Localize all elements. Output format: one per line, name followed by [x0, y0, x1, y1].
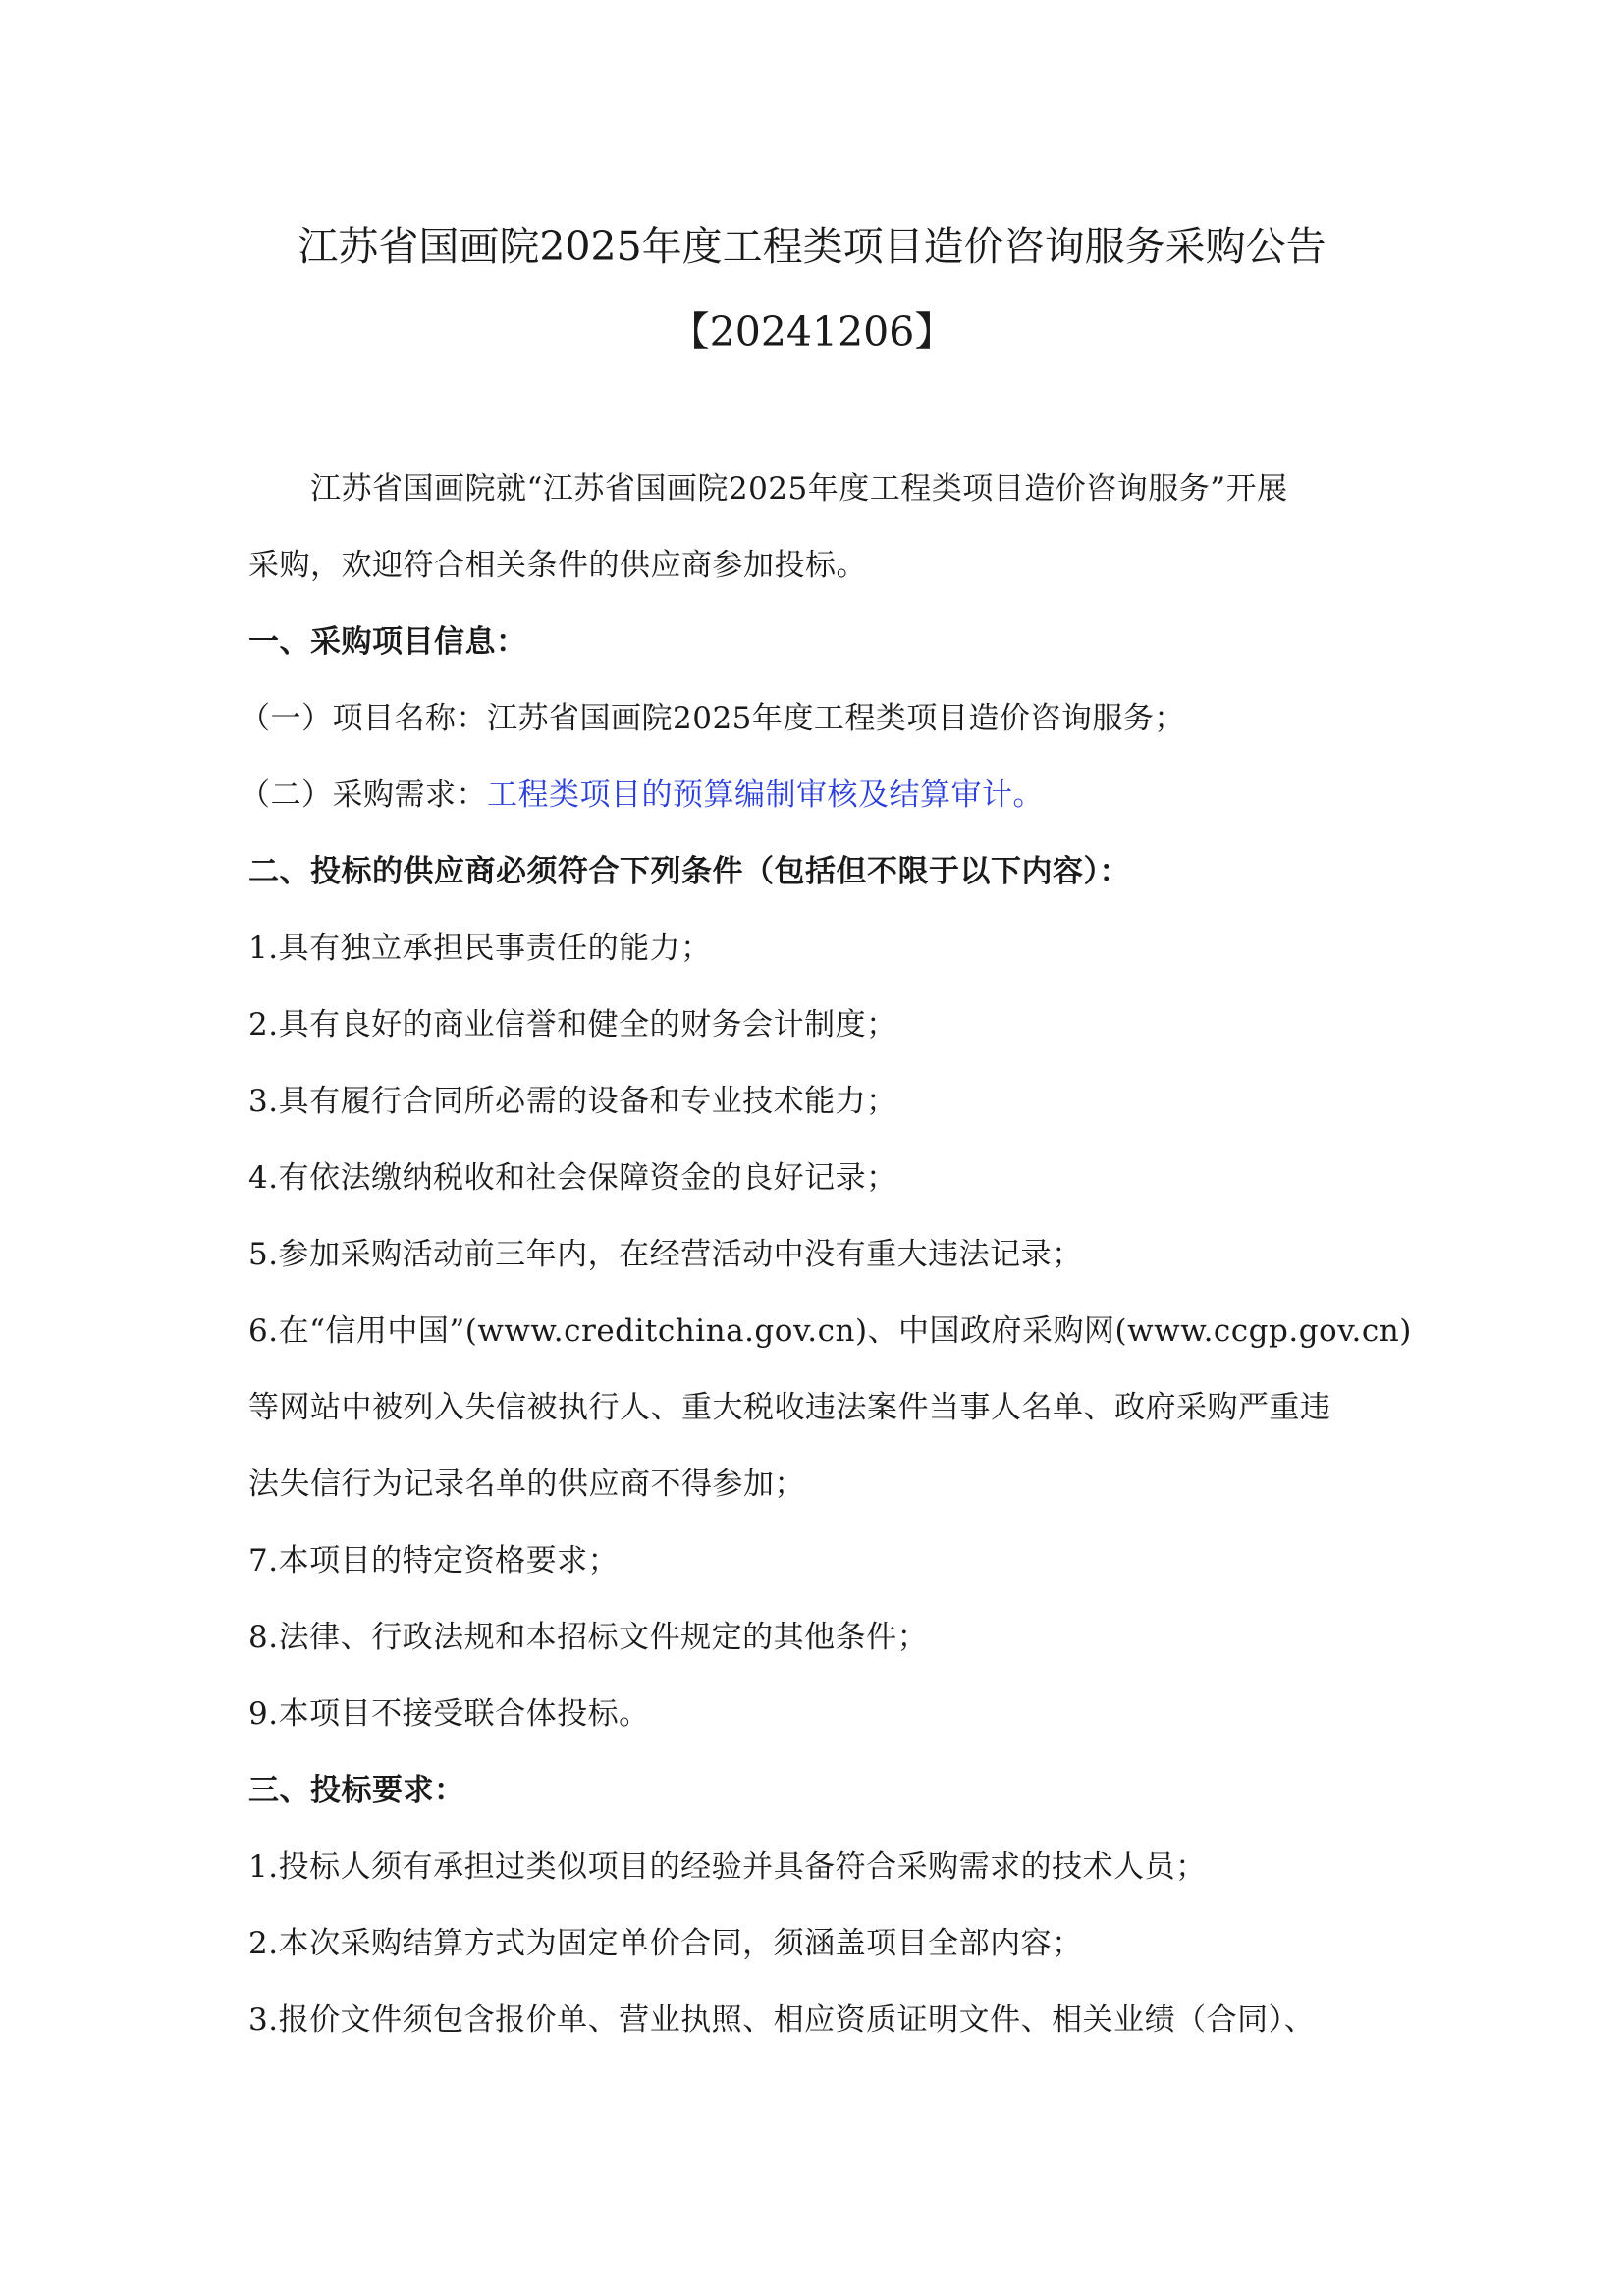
condition-item-2: 2.具有良好的商业信誉和健全的财务会计制度； [248, 1007, 897, 1042]
condition-item-3: 3.具有履行合同所必需的设备和专业技术能力； [248, 1084, 897, 1119]
section-3-heading: 三、投标要求： [248, 1773, 465, 1808]
bid-requirement-item-1: 1.投标人须有承担过类似项目的经验并具备符合采购需求的技术人员； [248, 1849, 1207, 1885]
procurement-requirement-value: 工程类项目的预算编制审核及结算审计。 [487, 777, 1044, 813]
condition-item-7: 7.本项目的特定资格要求； [248, 1543, 620, 1578]
procurement-requirement-label: （二）采购需求： [240, 777, 487, 813]
section-1-heading: 一、采购项目信息： [248, 624, 527, 660]
intro-paragraph-line-2: 采购，欢迎符合相关条件的供应商参加投标。 [248, 548, 867, 583]
project-name-item: （一）项目名称：江苏省国画院2025年度工程类项目造价咨询服务； [240, 701, 1185, 736]
condition-item-6-line-1: 6.在“信用中国”(www.creditchina.gov.cn)、中国政府采购网(www.ccgp.gov.cn) [248, 1313, 1412, 1349]
condition-item-6-line-3: 法失信行为记录名单的供应商不得参加； [248, 1467, 805, 1502]
condition-item-4: 4.有依法缴纳税收和社会保障资金的良好记录； [248, 1160, 897, 1196]
condition-item-6-line-2: 等网站中被列入失信被执行人、重大税收违法案件当事人名单、政府采购严重违 [248, 1390, 1331, 1425]
bid-requirement-item-2: 2.本次采购结算方式为固定单价合同，须涵盖项目全部内容； [248, 1926, 1083, 1961]
document-code: 【20241206】 [669, 308, 955, 355]
bid-requirement-item-3: 3.报价文件须包含报价单、营业执照、相应资质证明文件、相关业绩（合同）、 [248, 2002, 1316, 2038]
procurement-requirement-item [240, 770, 1044, 814]
intro-paragraph-line-1: 江苏省国画院就“江苏省国画院2025年度工程类项目造价咨询服务”开展 [310, 471, 1288, 507]
condition-item-5: 5.参加采购活动前三年内，在经营活动中没有重大违法记录； [248, 1237, 1083, 1272]
document-title: 江苏省国画院2025年度工程类项目造价咨询服务采购公告 [298, 223, 1326, 270]
condition-item-1: 1.具有独立承担民事责任的能力； [248, 931, 712, 966]
condition-item-8: 8.法律、行政法规和本招标文件规定的其他条件； [248, 1620, 929, 1655]
section-2-heading: 二、投标的供应商必须符合下列条件（包括但不限于以下内容）： [248, 854, 1130, 889]
condition-item-9: 9.本项目不接受联合体投标。 [248, 1696, 650, 1732]
